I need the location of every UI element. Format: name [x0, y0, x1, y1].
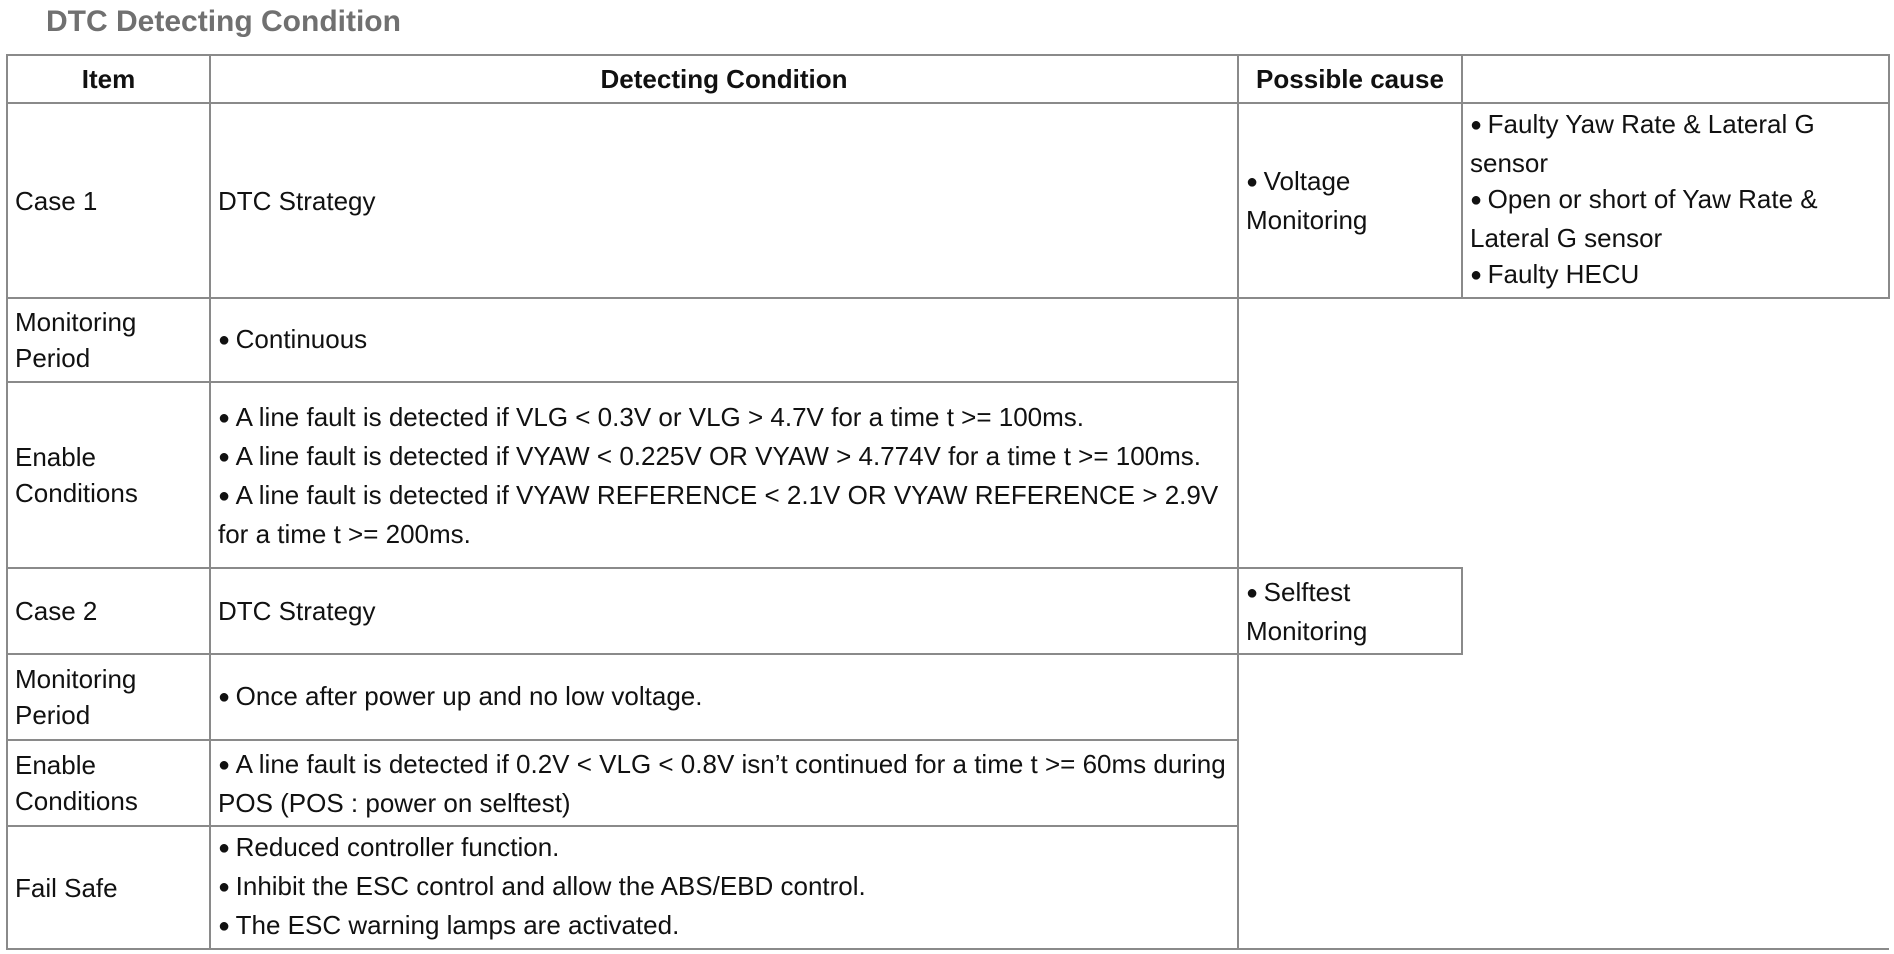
list-item: ● Continuous [218, 321, 1230, 360]
list-item: ● A line fault is detected if VYAW < 0.225V OR VYAW > 4.774V for a time t >= 100ms. [218, 438, 1230, 477]
cause-text: Selftest Monitoring [1246, 576, 1368, 646]
list-item: ● Inhibit the ESC control and allow the ABS/EBD control. [218, 868, 1230, 907]
bullet-glyph [218, 749, 236, 779]
cell-empty-c [1238, 654, 1889, 949]
list-item: ● Faulty HECU [1470, 256, 1881, 295]
header-extra [1462, 55, 1889, 103]
cause-bullet [1246, 166, 1264, 196]
table-header-row [7, 55, 1889, 103]
cell-monitoring1-item: Monitoring Period [7, 298, 210, 382]
cell-failsafe-condition [210, 826, 1238, 949]
bullet-glyph [218, 681, 236, 711]
cell-case1-causes [1462, 103, 1889, 298]
list-item: ● Faulty Yaw Rate & Lateral G sensor [1470, 106, 1881, 181]
page-title: DTC Detecting Condition [46, 5, 401, 38]
bullet-glyph [218, 402, 236, 432]
table-row-monitoring1 [7, 298, 1889, 382]
cell-monitoring2-condition [210, 654, 1238, 740]
table-row-case1 [7, 103, 1889, 298]
cell-monitoring1-condition [210, 298, 1238, 382]
bullet-glyph [218, 324, 236, 354]
dtc-detecting-condition-table [6, 54, 1890, 950]
cell-case2-cause [1238, 568, 1462, 654]
list-item: ● A line fault is detected if VYAW REFERENCE < 2.1V OR VYAW REFERENCE > 2.9V for a time t >= 200ms. [218, 477, 1230, 552]
bullet-glyph [218, 832, 236, 862]
list-item: ● A line fault is detected if VLG < 0.3V or VLG > 4.7V for a time t >= 100ms. [218, 399, 1230, 438]
cell-enable2-item: Enable Conditions [7, 740, 210, 826]
cell-enable1-condition [210, 382, 1238, 568]
list-item: ● The ESC warning lamps are activated. [218, 907, 1230, 946]
list-item: ● A line fault is detected if 0.2V < VLG < 0.8V isn’t continued for a time t >= 60ms during POS (POS : power on selftest) [218, 746, 1230, 821]
cause-bullet [1246, 577, 1264, 607]
cell-enable1-item: Enable Conditions [7, 382, 210, 568]
cell-case2-condition: DTC Strategy [210, 568, 1238, 654]
list-item: ● Reduced controller function. [218, 829, 1230, 868]
cell-case1-item: Case 1 [7, 103, 210, 298]
table-row-monitoring2 [7, 654, 1889, 740]
header-detecting-condition: Detecting Condition [210, 55, 1238, 103]
bullet-glyph [1470, 109, 1488, 139]
header-possible-cause: Possible cause [1238, 55, 1462, 103]
bullet-glyph [1470, 184, 1488, 214]
bullet-glyph [218, 910, 236, 940]
table-row-case2 [7, 568, 1889, 654]
list-item: ● Once after power up and no low voltage. [218, 678, 1230, 717]
cause-text: Voltage Monitoring [1246, 166, 1368, 235]
cell-enable2-condition [210, 740, 1238, 826]
cell-case1-condition: DTC Strategy [210, 103, 1238, 298]
cell-empty-a [1238, 298, 1889, 568]
cell-failsafe-item: Fail Safe [7, 826, 210, 949]
cell-monitoring2-item: Monitoring Period [7, 654, 210, 740]
cell-case2-item: Case 2 [7, 568, 210, 654]
bullet-glyph [1470, 259, 1488, 289]
list-item: ● Open or short of Yaw Rate & Lateral G sensor [1470, 181, 1881, 256]
bullet-glyph [218, 441, 236, 471]
bullet-glyph [218, 871, 236, 901]
header-item: Item [7, 55, 210, 103]
bullet-glyph [218, 480, 236, 510]
cell-empty-b [1462, 568, 1889, 654]
cell-case1-cause [1238, 103, 1462, 298]
